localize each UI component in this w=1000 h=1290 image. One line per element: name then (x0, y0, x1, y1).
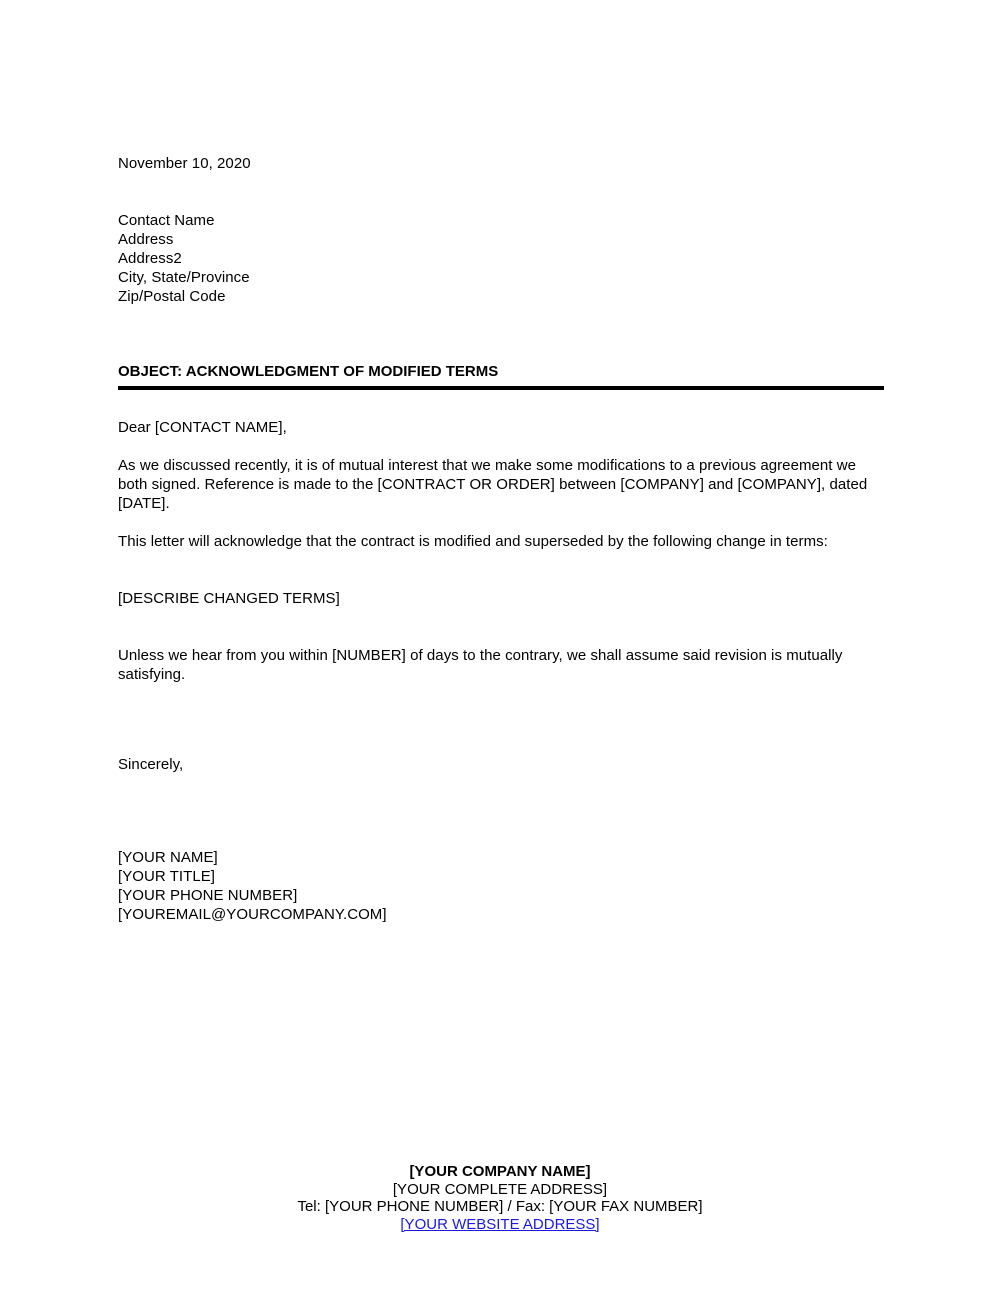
footer-address: [YOUR COMPLETE ADDRESS] (392, 1180, 608, 1198)
signature-line-phone: [YOUR PHONE NUMBER] (118, 887, 298, 904)
signature-block (118, 848, 387, 924)
body-spacer-before-terms (118, 551, 870, 589)
body-spacer-after-terms (118, 608, 870, 646)
letter-date: November 10, 2020 (118, 155, 251, 172)
heading-divider-rule (118, 386, 884, 390)
signature-line-email: [YOUREMAIL@YOURCOMPANY.COM] (118, 906, 387, 923)
recipient-line-address2: Address2 (118, 250, 182, 267)
changed-terms-placeholder: [DESCRIBE CHANGED TERMS] (118, 590, 340, 607)
signature-line-title: [YOUR TITLE] (118, 868, 216, 885)
footer-contact: Tel: [YOUR PHONE NUMBER] / Fax: [YOUR FAX NUMBER] (297, 1198, 703, 1215)
body-paragraph-1: As we discussed recently, it is of mutual interest that we make some modifications to a previous agreement we both signed. Reference is made to the [CONTRACT OR ORDER] between [COMPANY] and [COMPANY], dated [DATE]. (118, 457, 868, 512)
recipient-line-address: Address (118, 231, 174, 248)
page-footer (0, 1163, 1000, 1233)
recipient-line-city-state: City, State/Province (118, 269, 250, 286)
footer-website-link-wrapper (0, 1216, 1000, 1234)
object-heading: OBJECT: ACKNOWLEDGMENT OF MODIFIED TERMS (118, 363, 499, 380)
body-paragraph-2: This letter will acknowledge that the contract is modified and superseded by the following change in terms: (118, 533, 828, 550)
recipient-line-contact-name: Contact Name (118, 212, 215, 229)
closing-salutation: Sincerely, (118, 756, 184, 773)
recipient-line-postal-code: Zip/Postal Code (118, 288, 226, 305)
recipient-address-block (118, 211, 250, 306)
body-paragraph-closing: Unless we hear from you within [NUMBER] of days to the contrary, we shall assume said revision is mutually satisfying. (118, 647, 843, 683)
salutation: Dear [CONTACT NAME], (118, 419, 287, 436)
signature-line-name: [YOUR NAME] (118, 849, 218, 866)
footer-company-name: [YOUR COMPANY NAME] (409, 1163, 591, 1180)
letter-body (118, 418, 870, 684)
footer-website-link[interactable]: [YOUR WEBSITE ADDRESS] (400, 1215, 600, 1233)
